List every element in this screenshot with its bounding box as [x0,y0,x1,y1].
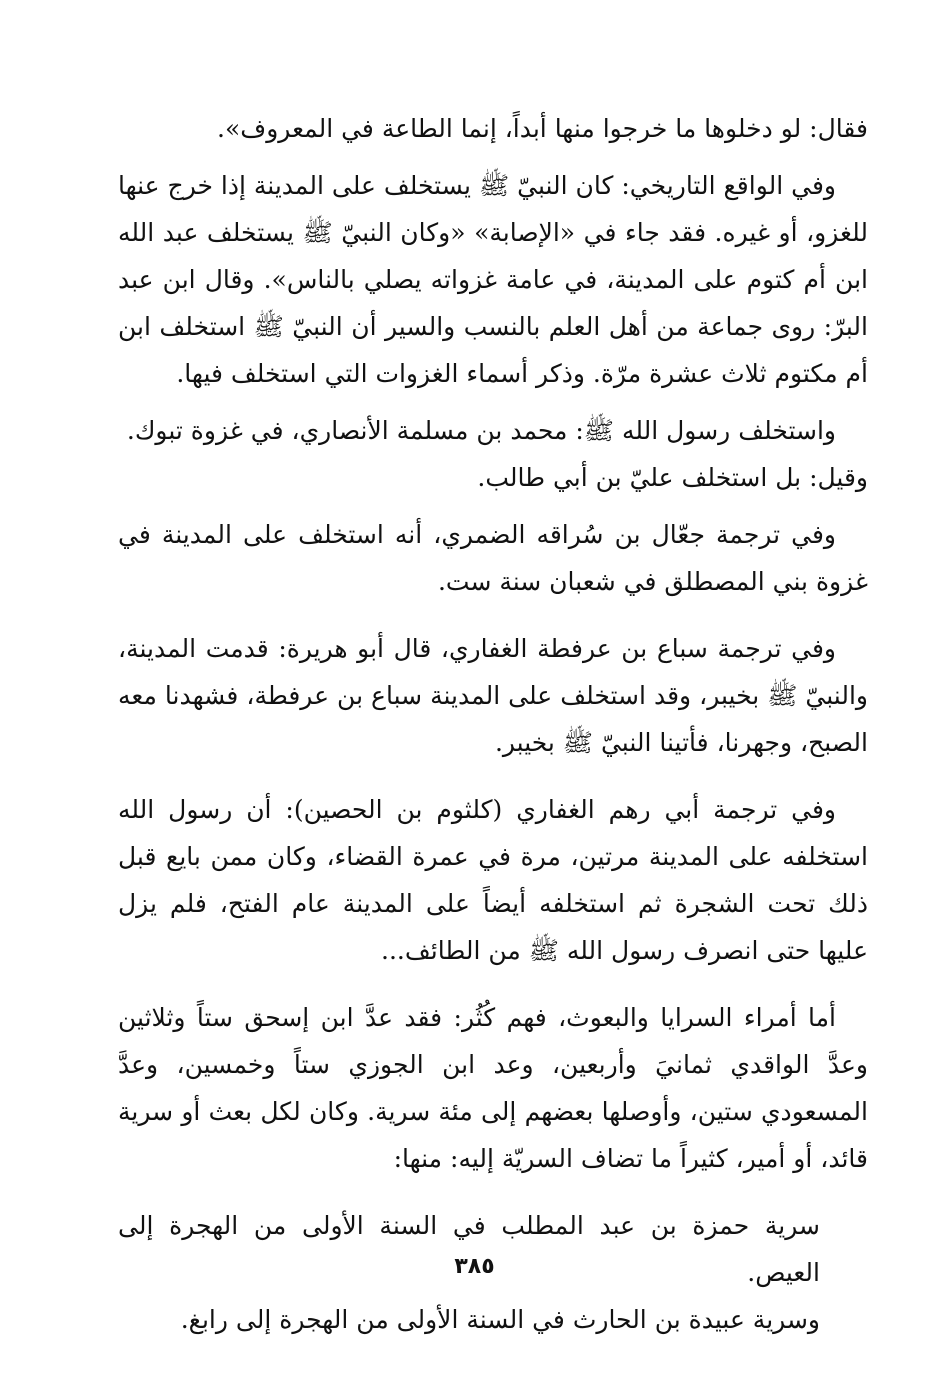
paragraph-continuation: فقال: لو دخلوها ما خرجوا منها أبداً، إنما الطاعة في المعروف». [217,114,868,143]
page-body [118,105,868,1343]
list-item-ubaida: وسرية عبيدة بن الحارث في السنة الأولى من الهجرة إلى رابغ. [180,1305,820,1334]
list-item-hamza: سرية حمزة بن عبد المطلب في السنة الأولى من الهجرة إلى العيص. [118,1211,820,1287]
paragraph-abu-ruhm: وفي ترجمة أبي رهم الغفاري (كلثوم بن الحصين): أن رسول الله استخلفه على المدينة مرتين، مرة في عمرة القضاء، وكان ممن بايع قبل ذلك تحت الشجرة ثم استخلفه أيضاً على المدينة عام الفتح، فلم يزل عليها حتى انصرف رسول الله ﷺ من الطائف... [118,795,868,965]
paragraph-sibaa: وفي ترجمة سباع بن عرفطة الغفاري، قال أبو هريرة: قدمت المدينة، والنبيّ ﷺ بخيبر، وقد استخلف على المدينة سباع بن عرفطة، فشهدنا معه الصبح، وجهرنا، فأتينا النبيّ ﷺ بخيبر. [118,634,868,757]
paragraph-ali: وقيل: بل استخلف عليّ بن أبي طالب. [477,463,868,492]
paragraph-tabuk: واستخلف رسول الله ﷺ: محمد بن مسلمة الأنصاري، في غزوة تبوك. [126,416,836,445]
paragraph-jaal: وفي ترجمة جعّال بن سُراقه الضمري، أنه استخلف على المدينة في غزوة بني المصطلق في شعبان سنة ست. [118,520,868,596]
paragraph-historical-practice: وفي الواقع التاريخي: كان النبيّ ﷺ يستخلف على المدينة إذا خرج عنها للغزو، أو غيره. فقد جاء في «الإصابة» «وكان النبيّ ﷺ يستخلف عبد الله ابن أم كتوم على المدينة، في عامة غزواته يصلي بالناس». وقال ابن عبد البرّ: روى جماعة من أهل العلم بالنسب والسير أن النبيّ ﷺ استخلف ابن أم مكتوم ثلاث عشرة مرّة. وذكر أسماء الغزوات التي استخلف فيها. [118,171,868,388]
paragraph-saraya: أما أمراء السرايا والبعوث، فهم كُثُر: فقد عدَّ ابن إسحق ستاً وثلاثين وعدَّ الواقدي ثمانيَ وأربعين، وعد ابن الجوزي ستاً وخمسين، وعدَّ المسعودي ستين، وأوصلها بعضهم إلى مئة سرية. وكان لكل بعث أو سرية قائد، أو أمير، كثيراً ما تضاف السريّة إليه: منها: [118,1003,868,1173]
page-number: ٣٨٥ [454,1254,495,1279]
